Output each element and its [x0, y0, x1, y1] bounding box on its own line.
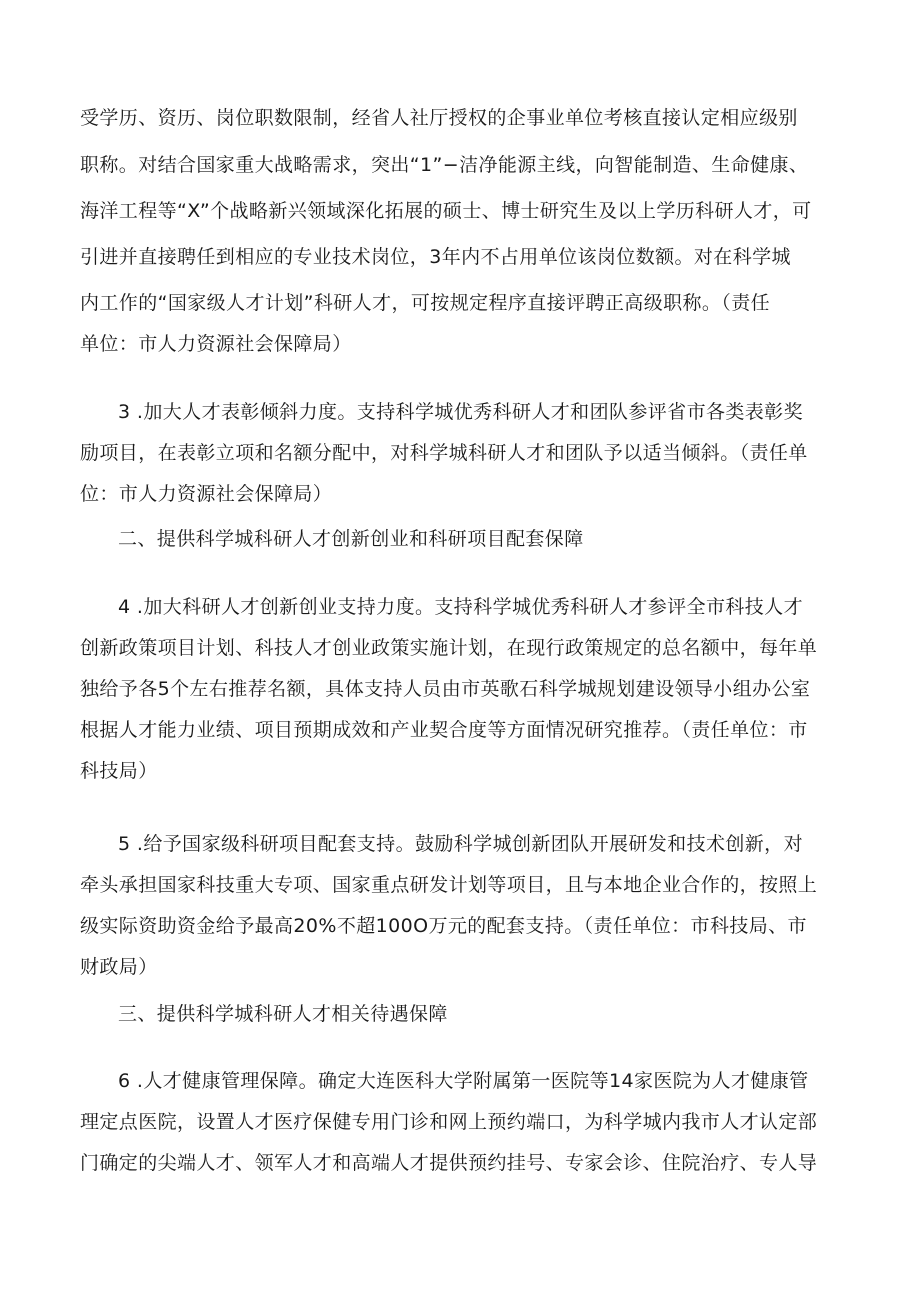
- text-line: 根据人才能力业绩、项目预期成效和产业契合度等方面情况研究推荐。（责任单位：市: [80, 719, 808, 741]
- text-line: 6 .人才健康管理保障。确定大连医科大学附属第一医院等14家医院为人才健康管: [118, 1070, 809, 1092]
- text-line: 海洋工程等“X”个战略新兴领域深化拓展的硕士、博士研究生及以上学历科研人才，可: [80, 200, 812, 222]
- text-line: 级实际资助资金给予最高20%不超100O万元的配套支持。（责任单位：市科技局、市: [80, 915, 807, 937]
- text-line: 励项目，在表彰立项和名额分配中，对科学城科研人才和团队予以适当倾斜。（责任单: [80, 442, 808, 464]
- text-line: 独给予各5个左右推荐名额，具体支持人员由市英歌石科学城规划建设领导小组办公室: [80, 678, 811, 700]
- section-heading: 三、提供科学城科研人才相关待遇保障: [118, 1003, 448, 1025]
- text-line: 单位：市人力资源社会保障局）: [80, 333, 352, 355]
- text-line: 内工作的“国家级人才计划”科研人才，可按规定程序直接评聘正高级职称。（责任: [80, 292, 770, 314]
- text-line: 引进并直接聘任到相应的专业技术岗位，3年内不占用单位该岗位数额。对在科学城: [80, 246, 791, 268]
- text-line: 牵头承担国家科技重大专项、国家重点研发计划等项目，且与本地企业合作的，按照上: [80, 874, 818, 896]
- text-line: 5 .给予国家级科研项目配套支持。鼓励科学城创新团队开展研发和技术创新，对: [118, 833, 803, 855]
- text-line: 门确定的尖端人才、领军人才和高端人才提供预约挂号、专家会诊、住院治疗、专人导: [80, 1152, 818, 1174]
- text-line: 职称。对结合国家重大战略需求，突出“1”−洁净能源主线，向智能制造、生命健康、: [80, 154, 809, 176]
- text-line: 创新政策项目计划、科技人才创业政策实施计划，在现行政策规定的总名额中，每年单: [80, 637, 818, 659]
- section-heading: 二、提供科学城科研人才创新创业和科研项目配套保障: [118, 528, 584, 550]
- text-line: 3 .加大人才表彰倾斜力度。支持科学城优秀科研人才和团队参评省市各类表彰奖: [118, 401, 803, 423]
- text-line: 科技局）: [80, 760, 158, 782]
- text-line: 4 .加大科研人才创新创业支持力度。支持科学城优秀科研人才参评全市科技人才: [118, 596, 803, 618]
- text-line: 理定点医院，设置人才医疗保健专用门诊和网上预约端口，为科学城内我市人才认定部: [80, 1111, 818, 1133]
- text-line: 位：市人力资源社会保障局）: [80, 483, 333, 505]
- text-line: 财政局）: [80, 956, 158, 978]
- text-line: 受学历、资历、岗位职数限制，经省人社厅授权的企事业单位考核直接认定相应级别: [80, 107, 798, 129]
